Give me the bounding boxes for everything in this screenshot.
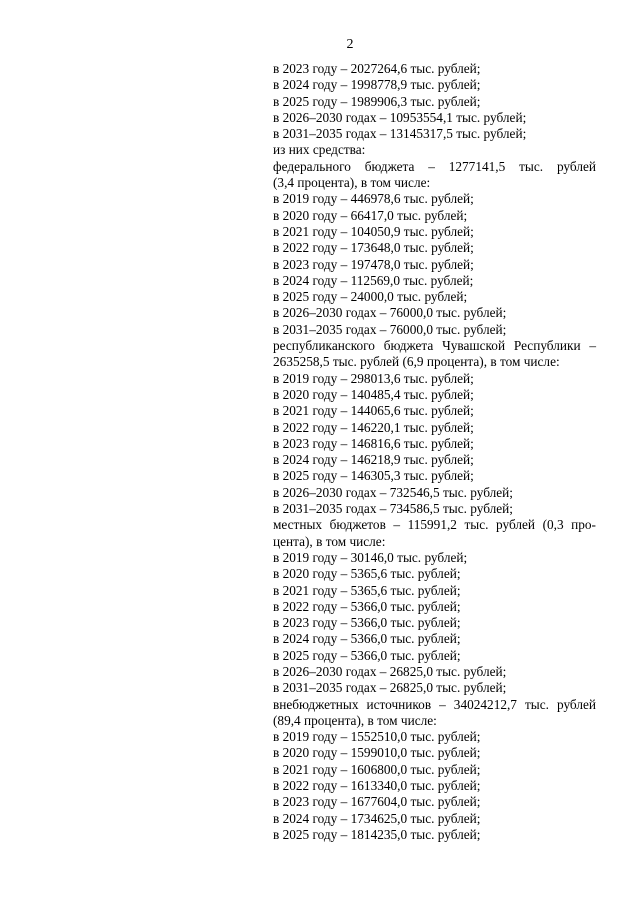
text-line: в 2021 году – 5365,6 тыс. рублей; (273, 582, 461, 598)
text-line: в 2024 году – 1998778,9 тыс. рублей; (273, 77, 481, 93)
page-number: 2 (346, 37, 354, 52)
text-line: (89,4 процента), в том числе: (273, 712, 437, 728)
text-line: в 2031–2035 годах – 76000,0 тыс. рублей; (273, 321, 507, 337)
text-line: в 2022 году – 146220,1 тыс. рублей; (273, 419, 474, 435)
text-line: в 2025 году – 1814235,0 тыс. рублей; (273, 826, 481, 842)
text-line: в 2031–2035 годах – 13145317,5 тыс. рублей; (273, 126, 527, 142)
text-line: из них средства: (273, 142, 366, 158)
text-line: в 2019 году – 298013,6 тыс. рублей; (273, 370, 474, 386)
text-line: в 2023 году – 197478,0 тыс. рублей; (273, 256, 474, 272)
text-line: в 2026–2030 годах – 732546,5 тыс. рублей; (273, 484, 513, 500)
text-line: внебюджетных источников – 34024212,7 тыс. рублей (273, 696, 596, 712)
text-line: местных бюджетов – 115991,2 тыс. рублей (0,3 про- (273, 517, 596, 533)
text-line: в 2022 году – 5366,0 тыс. рублей; (273, 598, 461, 614)
text-line: в 2021 году – 104050,9 тыс. рублей; (273, 223, 474, 239)
text-line: в 2025 году – 1989906,3 тыс. рублей; (273, 93, 481, 109)
text-line: в 2026–2030 годах – 76000,0 тыс. рублей; (273, 305, 507, 321)
text-line: в 2021 году – 1606800,0 тыс. рублей; (273, 761, 481, 777)
text-line: в 2020 году – 140485,4 тыс. рублей; (273, 386, 474, 402)
text-line: в 2024 году – 112569,0 тыс. рублей; (273, 272, 474, 288)
text-line: в 2023 году – 2027264,6 тыс. рублей; (273, 61, 481, 76)
text-line: в 2021 году – 144065,6 тыс. рублей; (273, 403, 474, 419)
text-line: в 2020 году – 1599010,0 тыс. рублей; (273, 745, 481, 761)
text-line: федерального бюджета – 1277141,5 тыс. рублей (273, 158, 596, 174)
document-text-column (273, 61, 596, 843)
text-line: в 2025 году – 146305,3 тыс. рублей; (273, 468, 474, 484)
text-line: в 2023 году – 5366,0 тыс. рублей; (273, 615, 461, 631)
text-line: в 2019 году – 1552510,0 тыс. рублей; (273, 729, 481, 745)
text-line: в 2023 году – 146816,6 тыс. рублей; (273, 435, 474, 451)
text-line: 2635258,5 тыс. рублей (6,9 процента), в том числе: (273, 354, 560, 370)
text-line: в 2031–2035 годах – 26825,0 тыс. рублей; (273, 680, 507, 696)
text-line: в 2031–2035 годах – 734586,5 тыс. рублей; (273, 501, 513, 517)
text-line: в 2020 году – 66417,0 тыс. рублей; (273, 207, 468, 223)
text-line: в 2019 году – 446978,6 тыс. рублей; (273, 191, 474, 207)
text-line: в 2022 году – 1613340,0 тыс. рублей; (273, 778, 481, 794)
text-line: в 2024 году – 5366,0 тыс. рублей; (273, 631, 461, 647)
text-line: в 2024 году – 146218,9 тыс. рублей; (273, 452, 474, 468)
text-line: в 2026–2030 годах – 26825,0 тыс. рублей; (273, 663, 507, 679)
text-line: в 2023 году – 1677604,0 тыс. рублей; (273, 794, 481, 810)
text-line: в 2025 году – 24000,0 тыс. рублей; (273, 289, 468, 305)
text-line: в 2025 году – 5366,0 тыс. рублей; (273, 647, 461, 663)
text-line: в 2019 году – 30146,0 тыс. рублей; (273, 549, 468, 565)
text-line: республиканского бюджета Чувашской Республики – (273, 338, 596, 354)
text-line: в 2024 году – 1734625,0 тыс. рублей; (273, 810, 481, 826)
text-line: в 2026–2030 годах – 10953554,1 тыс. рублей; (273, 109, 527, 125)
text-line: цента), в том числе: (273, 533, 386, 549)
text-line: в 2020 году – 5365,6 тыс. рублей; (273, 566, 461, 582)
text-line: (3,4 процента), в том числе: (273, 175, 431, 191)
text-line: в 2022 году – 173648,0 тыс. рублей; (273, 240, 474, 256)
